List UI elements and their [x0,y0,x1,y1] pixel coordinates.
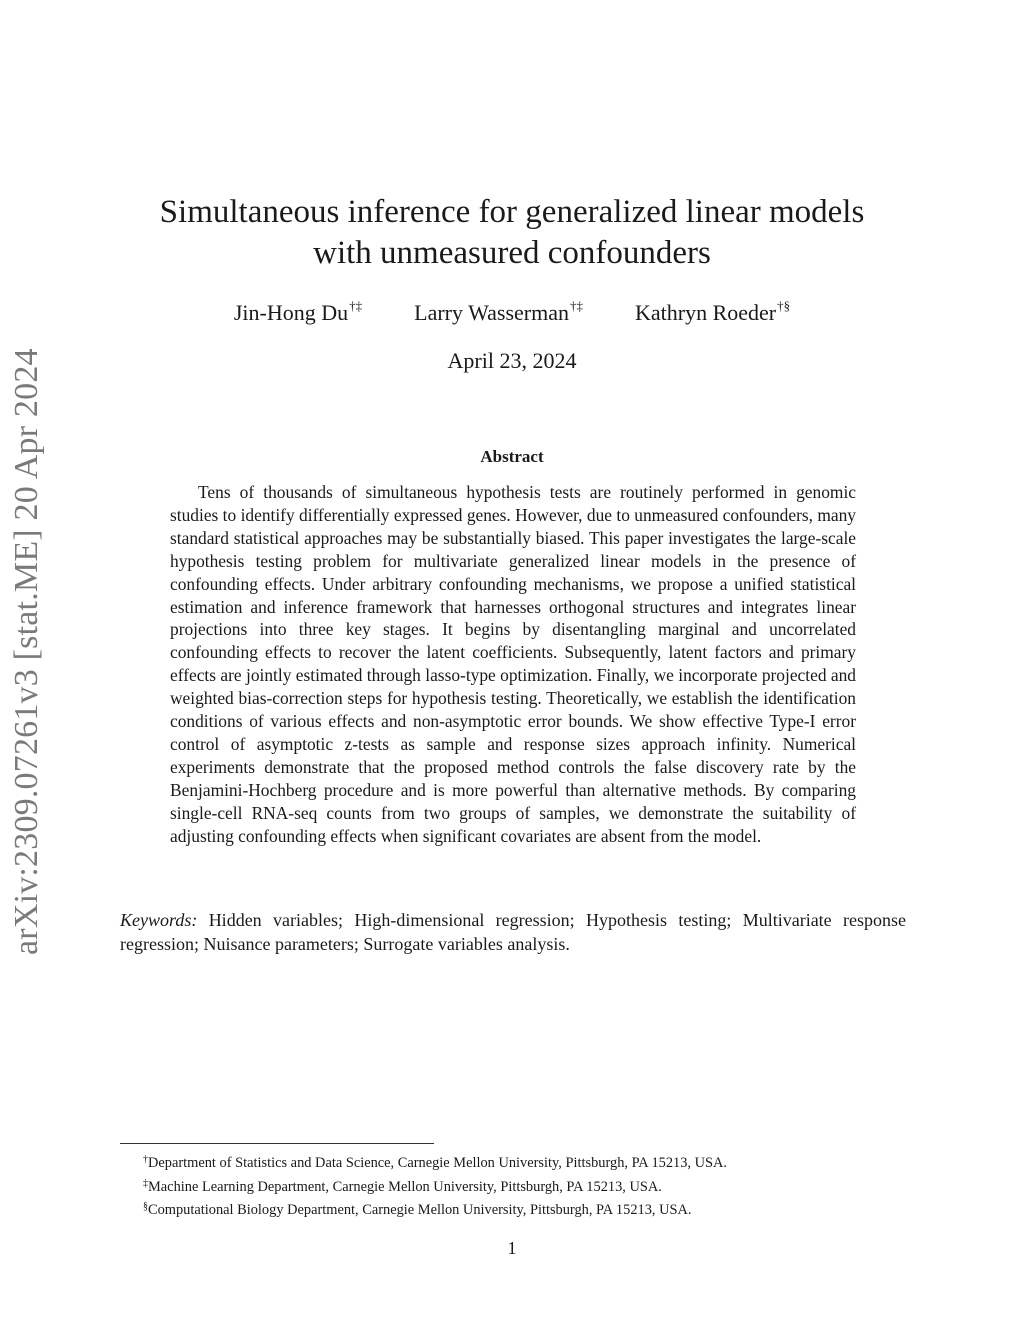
author [635,298,790,326]
author-affiliation-marks: †‡ [349,298,363,313]
footnote [143,1150,913,1174]
footnote-divider [120,1143,434,1144]
keywords [120,908,906,956]
footnote [143,1197,913,1221]
paper-title [120,192,904,274]
footnote-text: Machine Learning Department, Carnegie Mellon University, Pittsburgh, PA 15213, USA. [148,1178,662,1195]
footnotes [143,1150,913,1221]
keywords-text: Hidden variables; High-dimensional regression; Hypothesis testing; Multivariate response regression; Nuisance parameters; Surrogate variables analysis. [120,910,907,954]
author-name: Larry Wasserman [414,300,569,325]
page-number: 1 [507,1238,517,1258]
footnote-text: Department of Statistics and Data Science, Carnegie Mellon University, Pittsburgh, PA 15213, USA. [148,1155,728,1171]
footnote-mark: ‡ [143,1177,148,1189]
paper-title-line-1: Simultaneous inference for generalized linear models [159,194,865,230]
keywords-label: Keywords: [120,910,198,930]
publication-date: April 23, 2024 [447,348,577,373]
author-affiliation-marks: †§ [777,298,791,313]
footnote-mark: † [143,1154,148,1165]
footnote [143,1174,913,1198]
author-list [120,298,904,326]
author-affiliation-marks: †‡ [569,298,583,313]
author-name: Jin-Hong Du [233,300,349,325]
paper-title-line-2: with unmeasured confounders [313,235,711,271]
author-name: Kathryn Roeder [634,300,777,325]
footnote-text: Computational Biology Department, Carnegie Mellon University, Pittsburgh, PA 15213, USA. [148,1202,692,1218]
author [414,298,583,326]
footnote-mark: § [143,1201,148,1212]
abstract-body: Tens of thousands of simultaneous hypothesis tests are routinely performed in genomic studies to identify differentially expressed genes. However, due to unmeasured confounders, many standard statistical approaches may be substantially biased. This paper investigates the large-scale hypothesis testing problem for multivariate generalized linear models in the presence of confounding effects. Under arbitrary confounding mechanisms, we propose a unified statistical estimation and inference framework that harnesses orthogonal structures and integrates linear projections into three key stages. It begins by disentangling marginal and uncorrelated confounding effects to recover the latent coefficients. Subsequently, latent factors and primary effects are jointly estimated through lasso-type optimization. Finally, we incorporate projected and weighted bias-correction steps for hypothesis testing. Theoretically, we establish the identification conditions of various effects and non-asymptotic error bounds. We show effective Type-I error control of asymptotic z-tests as sample and response sizes approach infinity. Numerical experiments demonstrate that the proposed method controls the false discovery rate by the Benjamini-Hochberg procedure and is more powerful than alternative methods. By comparing single-cell RNA-seq counts from two groups of samples, we demonstrate the suitability of adjusting confounding effects when significant covariates are absent from the model. [170,482,856,846]
arxiv-identifier-stamp: arXiv:2309.07261v3 [stat.ME] 20 Apr 2024 [8,348,45,955]
abstract-heading: Abstract [480,447,544,466]
author [234,298,362,326]
